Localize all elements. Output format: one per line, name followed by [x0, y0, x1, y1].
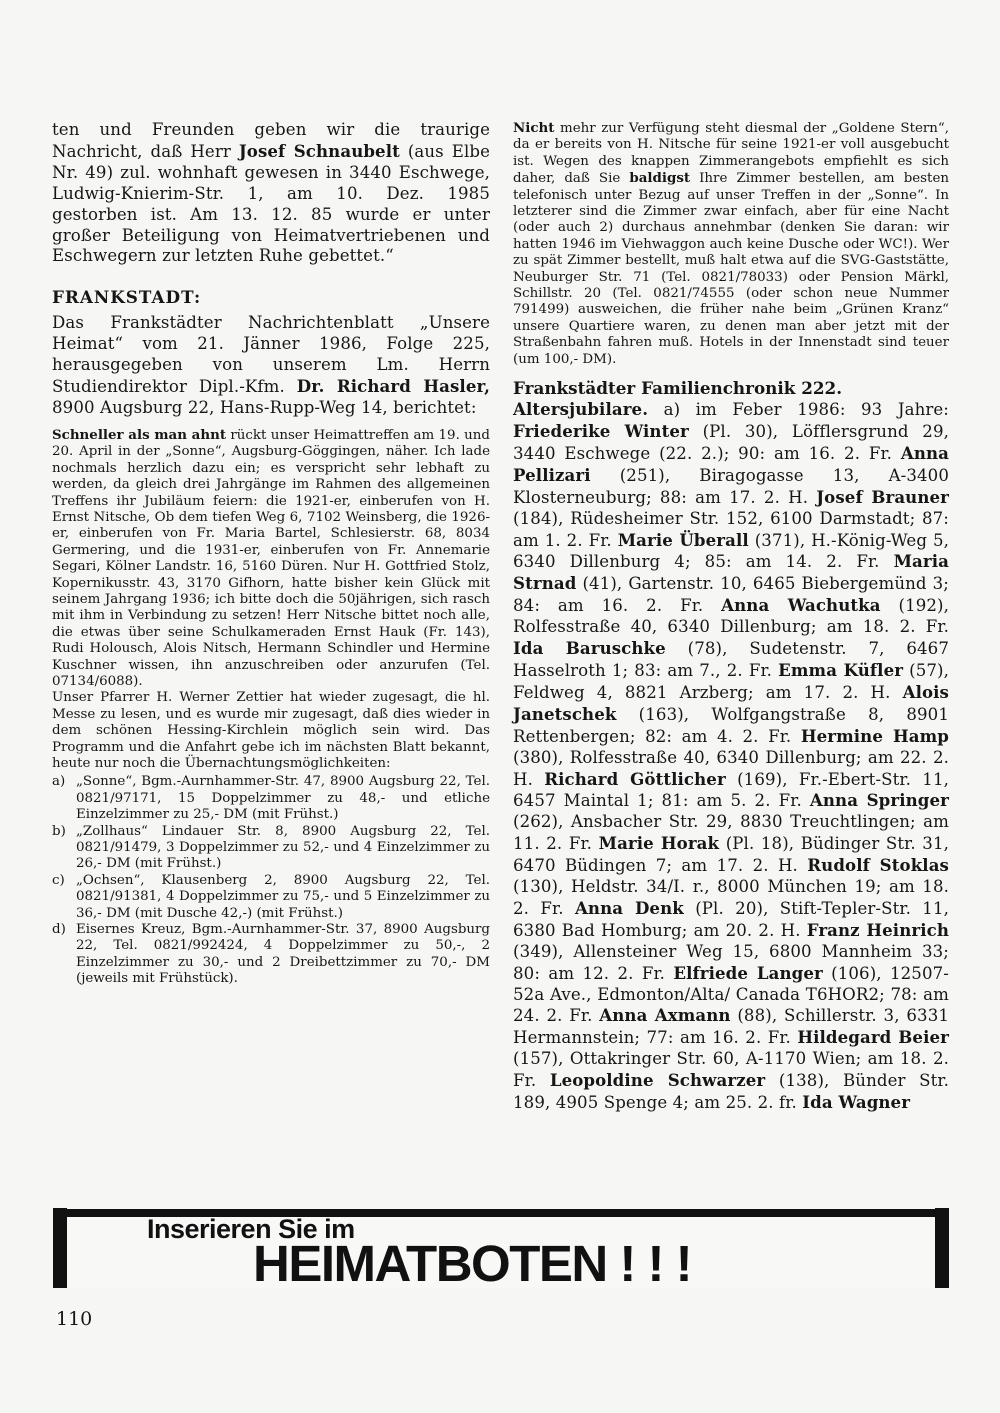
accommodation-text: Eisernes Kreuz, Bgm.-Aurnhammer-Str. 37, 8900 Augsburg 22, Tel. 0821/992424, 4 Doppelzimmer zu 50,-, 2 Einzelzimmer zu 30,- und 2 Dreibettzimmer zu 70,- DM (jeweils mit Frühstück).	[76, 922, 490, 987]
accommodation-item	[52, 774, 490, 823]
bold-name: Ida Baruschke	[513, 638, 666, 659]
banner-line-2: HEIMATBOTEN ! ! !	[253, 1235, 692, 1292]
bold-name: Josef Schnaubelt	[238, 140, 400, 161]
left-column	[52, 120, 490, 988]
accommodation-label: d)	[52, 922, 66, 938]
bold-name: Anna Springer	[809, 790, 949, 811]
bold-name: Richard Göttlicher	[544, 768, 726, 789]
bold-name: baldigst	[629, 170, 691, 187]
bold-name: Dr. Richard Hasler,	[296, 376, 490, 397]
banner-line-1: Inserieren Sie im	[147, 1214, 355, 1244]
bold-name: Elfriede Langer	[673, 962, 823, 983]
bold-name: Friederike Winter	[513, 421, 689, 441]
page-number: 110	[56, 1308, 93, 1330]
right-column	[513, 120, 949, 1114]
accommodation-item	[52, 922, 490, 988]
frankstadt-heading: FRANKSTADT:	[52, 287, 202, 308]
bold-name: Hermine Hamp	[800, 725, 949, 746]
bold-name: Anna Axmann	[599, 1005, 731, 1026]
bold-name: Franz Heinrich	[806, 919, 949, 940]
bold-name: Rudolf Stoklas	[807, 855, 949, 876]
frankstadt-intro: Das Frankstädter Nachrichtenblatt „Unsere Heimat“ vom 21. Jänner 1986, Folge 225, herausgegeben von unserem Lm. Herrn Studiendirektor Dipl.-Kfm. Dr. Richard Hasler, 8900 Augsburg 22, Hans-Rupp-Weg 14, berichtet:	[52, 313, 490, 417]
chronicle-heading: Frankstädter Familienchronik 222.	[513, 378, 843, 399]
bold-name: Anna Wachutka	[721, 595, 881, 616]
bold-name: Josef Brauner	[816, 486, 950, 507]
bold-name: Altersjubilare.	[513, 399, 649, 420]
bold-name: Anna Pellizari	[513, 442, 949, 485]
accommodation-text: „Sonne“, Bgm.-Aurnhammer-Str. 47, 8900 Augsburg 22, Tel. 0821/97171, 15 Doppelzimmer zu 48,- und etliche Einzelzimmer zu 25,- DM (mit Frühst.)	[76, 774, 490, 823]
bold-name: Anna Denk	[574, 897, 684, 918]
accommodation-text: „Ochsen“, Klausenberg 2, 8900 Augsburg 22, Tel. 0821/91381, 4 Doppelzimmer zu 75,- und 5 Einzelzimmer zu 36,- DM (mit Dusche 42,-) (mit Frühst.)	[76, 872, 490, 921]
bold-name: Ida Wagner	[802, 1092, 911, 1113]
accommodation-text: „Zollhaus“ Lindauer Str. 8, 8900 Augsburg 22, Tel. 0821/91479, 3 Doppelzimmer zu 52,- und 4 Einzelzimmer zu 26,- DM (mit Frühst.)	[76, 823, 490, 872]
bold-name: Alois Janetschek	[513, 681, 949, 724]
accommodation-label: a)	[52, 774, 66, 790]
accommodation-label: b)	[52, 823, 66, 839]
chronicle-text: Altersjubilare. a) im Feber 1986: 93 Jahre: Friederike Winter (Pl. 30), Löfflersgrund 29, 3440 Eschwege (22. 2.); 90: am 16. 2. Fr. Anna Pellizari (251), Biragogasse 13, A-3400 Klosterneuburg; 88: am 17. 2. H. Josef Brauner (184), Rüdesheimer Str. 152, 6100 Darmstadt; 87: am 1. 2. Fr. Marie Überall (371), H.-König-Weg 5, 6340 Dillenburg 4; 85: am 14. 2. Fr. Maria Strnad (41), Gartenstr. 10, 6465 Biebergemünd 3; 84: am 16. 2. Fr. Anna Wachutka (192), Rolfesstraße 40, 6340 Dillenburg; am 18. 2. Fr. Ida Baruschke (78), Sudetenstr. 7, 6467 Hasselroth 1; 83: am 7., 2. Fr. Emma Küfler (57), Feldweg 4, 8821 Arzberg; am 17. 2. H. Alois Janetschek (163), Wolfgangstraße 8, 8901 Rettenbergen; 82: am 4. 2. Fr. Hermine Hamp (380), Rolfesstraße 40, 6340 Dillenburg; am 22. 2. H. Richard Göttlicher (169), Fr.-Ebert-Str. 11, 6457 Maintal 1; 81: am 5. 2. Fr. Anna Springer (262), Ansbacher Str. 29, 8830 Treuchtlingen; am 11. 2. Fr. Marie Horak (Pl. 18), Büdinger Str. 31, 6470 Büdingen 7; am 17. 2. H. Rudolf Stoklas (130), Heldstr. 34/I. r., 8000 München 19; am 18. 2. Fr. Anna Denk (Pl. 20), Stift-Tepler-Str. 11, 6380 Bad Homburg; am 20. 2. H. Franz Heinrich (349), Allensteiner Weg 15, 6800 Mannheim 33; 80: am 12. 2. Fr. Elfriede Langer (106), 12507-52a Ave., Edmonton/Alta/ Canada T6HOR2; 78: am 24. 2. Fr. Anna Axmann (88), Schillerstr. 3, 6331 Hermannstein; 77: am 16. 2. Fr. Hildegard Beier (157), Ottakringer Str. 60, A-1170 Wien; am 18. 2. Fr. Leopoldine Schwarzer (138), Bünder Str. 189, 4905 Spenge 4; am 25. 2. fr. Ida Wagner	[513, 399, 950, 1113]
bold-name: Nicht	[513, 120, 555, 136]
obituary-paragraph: ten und Freunden geben wir die traurige Nachricht, daß Herr Josef Schnaubelt (aus Elbe Nr. 49) zul. wohnhaft gewesen in 3440 Eschwege, Ludwig-Knierim-Str. 1, am 10. Dez. 1985 gestorben ist. Am 13. 12. 85 wurde er unter großer Beteiligung von Heimatvertriebenen und Eschwegern zur letzten Ruhe gebettet.“	[52, 120, 490, 266]
mass-paragraph: Unser Pfarrer H. Werner Zettier hat wieder zugesagt, die hl. Messe zu lesen, und es wurde mir zugesagt, daß dies wieder in dem schönen Hessing-Kirchlein möglich sein wird. Das Programm und die Anfahrt gebe ich im nächsten Blatt bekannt, heute nur noch die Übernachtungsmöglichkeiten:	[52, 690, 490, 771]
bold-name: Emma Küfler	[778, 659, 904, 680]
bold-name: Marie Überall	[617, 529, 749, 550]
bold-name: Marie Horak	[598, 833, 720, 854]
bold-name: Schneller als man ahnt	[52, 426, 226, 443]
bold-name: Maria Strnad	[513, 551, 949, 594]
accommodation-item	[52, 873, 490, 922]
advertisement-banner	[53, 1208, 949, 1292]
accommodation-label: c)	[52, 872, 65, 888]
accommodation-list	[52, 774, 490, 987]
hotel-availability-paragraph: Nicht mehr zur Verfügung steht diesmal der „Goldene Stern“, da er bereits von H. Nitsche für seine 1921-er voll ausgebucht ist. Wegen des knappen Zimmerangebots empfiehlt es sich daher, daß Sie baldigst Ihre Zimmer bestellen, am besten telefonisch unter Bezug auf unser Treffen in der „Sonne“. In letzterer sind die Zimmer zwar einfach, aber für eine Nacht (oder auch 2) durchaus annehmbar (denken Sie daran: wir hatten 1946 im Viehwaggon auch keine Dusche oder WC!). Wer zu spät Zimmer bestellt, muß halt etwa auf die SVG-Gaststätte, Neuburger Str. 71 (Tel. 0821/78033) oder Pension Märkl, Schillstr. 20 (Tel. 0821/74555 (oder schon neue Nummer 791499) ausweichen, die früher nahe beim „Grünen Kranz“ unsere Quartiere waren, zu denen man aber jetzt mit der Straßenbahn fahren muß. Hotels in der Innenstadt sind teuer (um 100,- DM).	[513, 120, 949, 367]
bold-name: Hildegard Beier	[797, 1027, 949, 1048]
accommodation-item	[52, 824, 490, 873]
bold-name: Leopoldine Schwarzer	[549, 1070, 766, 1091]
meeting-paragraph: Schneller als man ahnt rückt unser Heimattreffen am 19. und 20. April in der „Sonne“, Augsburg-Göggingen, näher. Ich lade nochmals herzlich dazu ein; es verspricht sehr lebhaft zu werden, da gleich drei Jahrgänge im Rahmen des allgemeinen Treffens ihr Jubiläum feiern: die 1921-er, einberufen von H. Ernst Nitsche, Ob dem tiefen Weg 6, 7102 Weinsberg, die 1926-er, einberufen von Fr. Maria Bartel, Schlesierstr. 68, 8034 Germering, und die 1931-er, einberufen von Fr. Annemarie Segari, Kölner Landstr. 16, 5160 Düren. Nur H. Gottfried Stolz, Kopernikusstr. 43, 3170 Gifhorn, hatte bisher kein Glück mit seinem Jahrgang 1936; ich bitte doch die 50jährigen, sich rasch mit ihm in Verbindung zu setzen! Herr Nitsche bittet noch alle, die etwas über seine Schulkameraden Ernst Hauk (Fr. 143), Rudi Holousch, Alois Nitsch, Hermann Schindler und Hermine Kuschner wissen, ihn anzuschreiben oder anzurufen (Tel. 07134/6088).	[52, 426, 490, 689]
